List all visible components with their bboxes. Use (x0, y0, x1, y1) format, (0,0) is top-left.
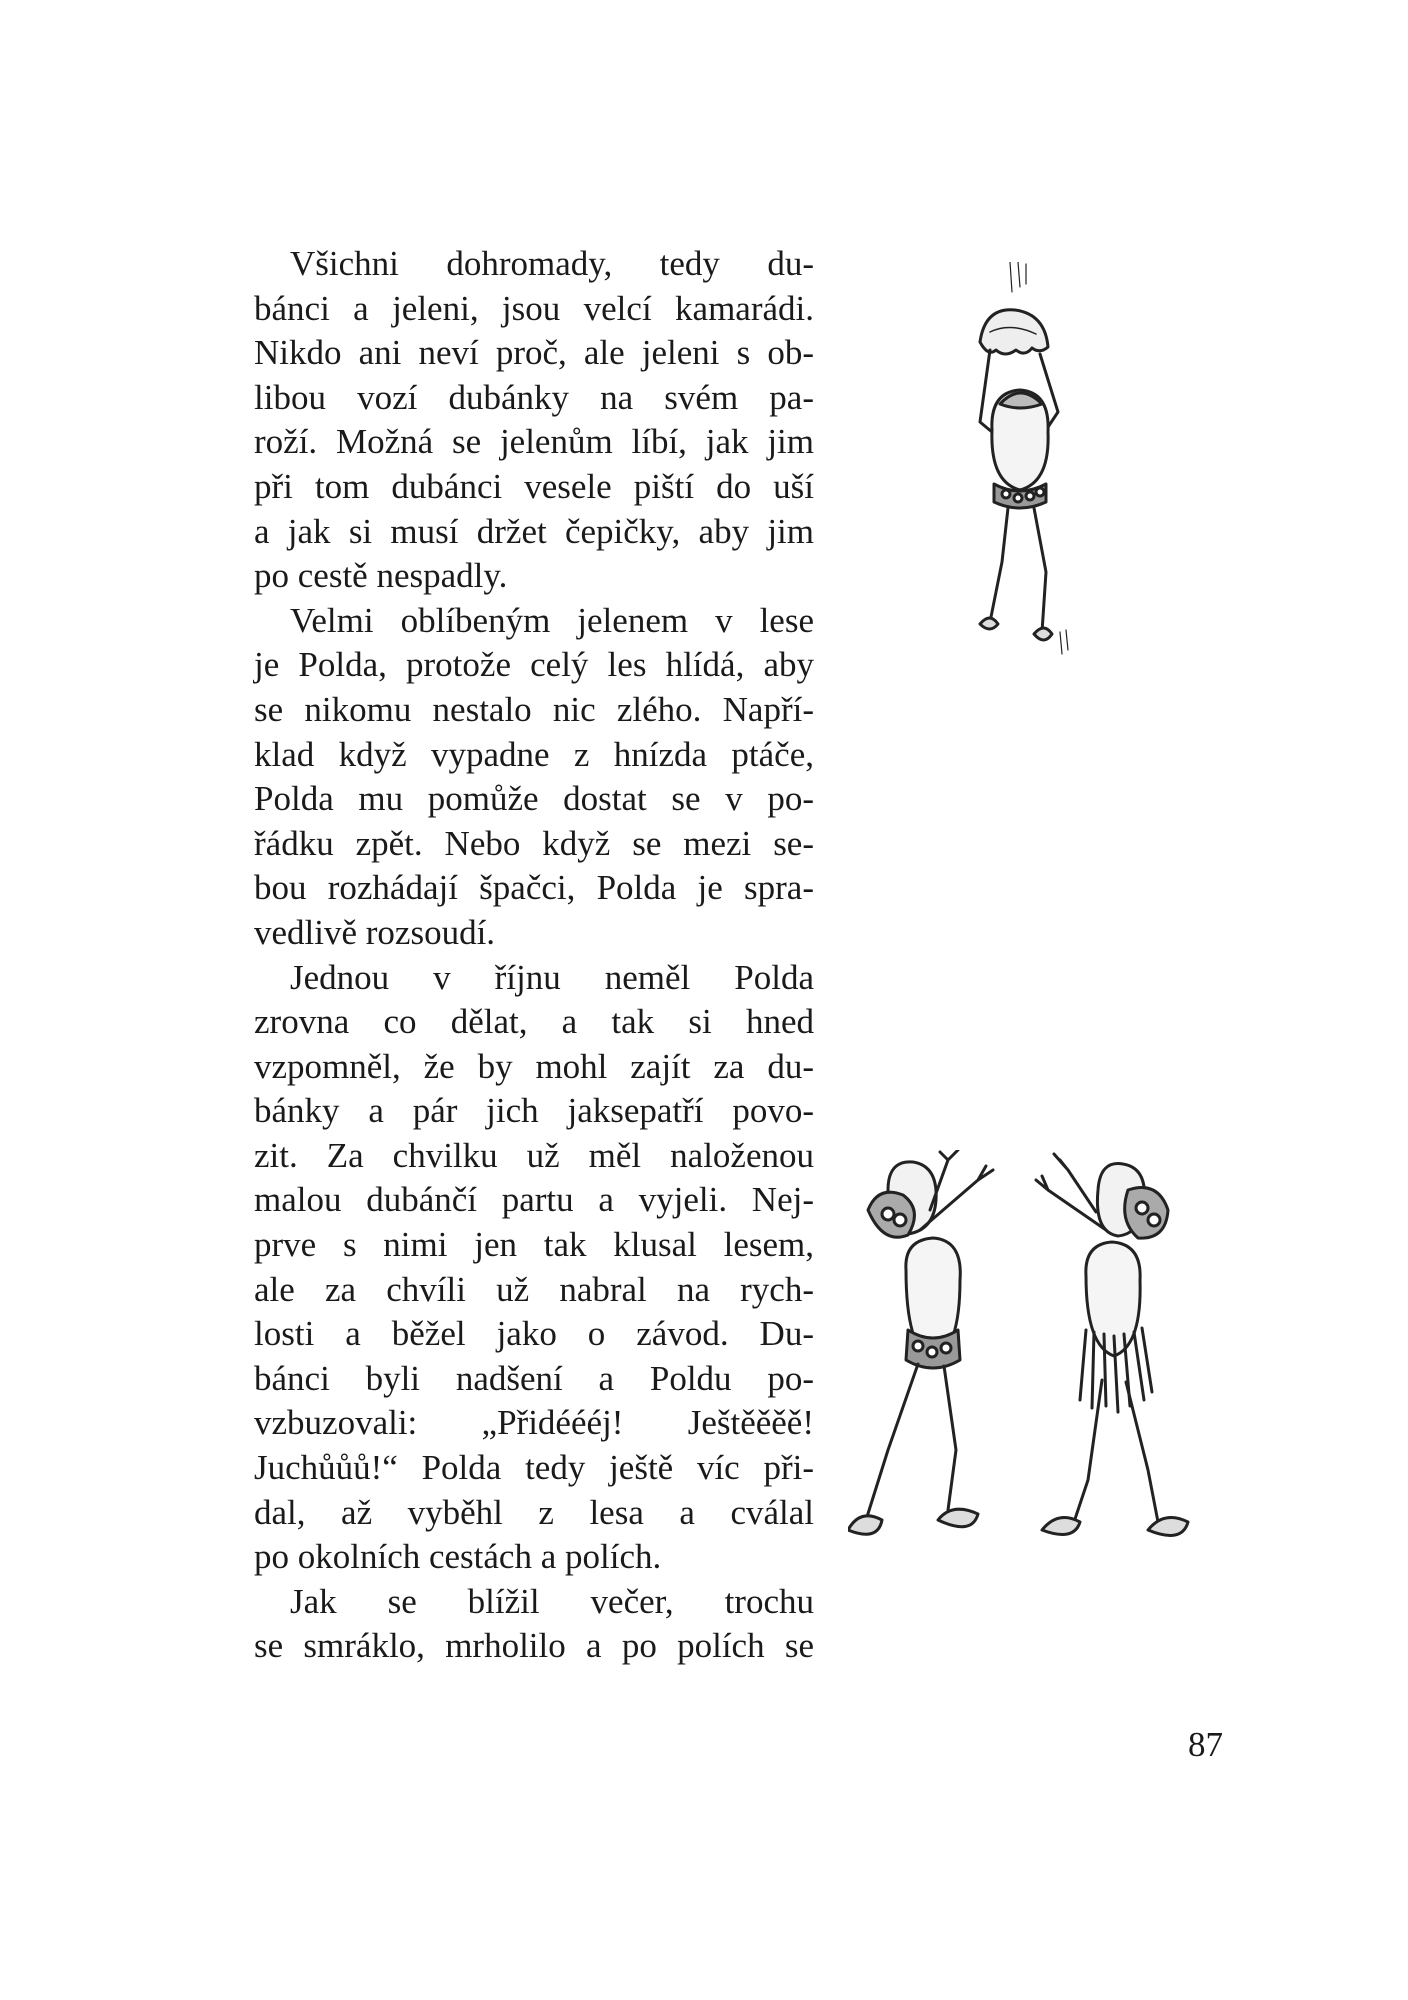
paragraph-line: prve s nimi jen tak klusal lesem, (254, 1225, 814, 1265)
paragraph-line: roží. Možná se jelenům líbí, jak jim (254, 422, 814, 462)
paragraph-line: losti a běžel jako o závod. Du- (254, 1314, 814, 1354)
paragraph-line: řádku zpět. Nebo když se mezi se- (254, 823, 814, 863)
paragraph-line: Nikdo ani neví proč, ale jeleni s ob- (254, 333, 814, 373)
paragraph-line: vzpomněl, že by mohl zajít za du- (254, 1046, 814, 1086)
paragraph-line: Juchůůů!“ Polda tedy ještě víc při- (254, 1448, 814, 1488)
paragraph-line: klad když vypadne z hnízda ptáče, (254, 734, 814, 774)
hanging-acorn-illustration (950, 262, 1100, 672)
paragraph-line: Všichni dohromady, tedy du- (290, 244, 814, 283)
paragraph-line: libou vozí dubánky na svém pa- (254, 377, 814, 417)
paragraph-line: vzbuzovali: „Přidéééj! Ještěěěě! (254, 1403, 814, 1443)
paragraph-line: je Polda, protože celý les hlídá, aby (254, 645, 814, 685)
body-text (254, 242, 814, 1669)
paragraph-line: a jak si musí držet čepičky, aby jim (254, 511, 814, 551)
paragraph-line: Polda mu pomůže dostat se v po- (254, 779, 814, 819)
paragraph-line: Jednou v říjnu neměl Polda (290, 957, 814, 997)
paragraph-line: zrovna co dělat, a tak si hned (254, 1002, 814, 1042)
paragraph-line: Velmi oblíbeným jelenem v lese (290, 600, 814, 640)
paragraph-line: ale za chvíli už nabral na rych- (254, 1269, 814, 1309)
paragraph-line: bánci a jeleni, jsou velcí kamarádi. (254, 288, 814, 328)
page-number: 87 (1188, 1725, 1223, 1764)
paragraph-line: bou rozhádají špačci, Polda je spra- (254, 868, 814, 908)
paragraph-line: bánky a pár jich jaksepatří povo- (254, 1091, 814, 1131)
paragraph-line: malou dubánčí partu a vyjeli. Nej- (254, 1180, 814, 1220)
paragraph-line: po okolních cestách a polích. (254, 1537, 662, 1577)
paragraph-line: bánci byli nadšení a Poldu po- (254, 1358, 814, 1398)
paragraph-line: se smráklo, mrholilo a po polích se (254, 1626, 814, 1666)
dancing-acorns-illustration (848, 1150, 1228, 1580)
paragraph-line: dal, až vyběhl z lesa a cválal (254, 1492, 814, 1532)
paragraph-line: se nikomu nestalo nic zlého. Napří- (254, 689, 814, 729)
paragraph-line: po cestě nespadly. (254, 556, 508, 596)
paragraph-line: vedlivě rozsoudí. (254, 912, 496, 952)
paragraph-line: zit. Za chvilku už měl naloženou (254, 1135, 814, 1175)
paragraph-line: při tom dubánci vesele piští do uší (254, 466, 814, 506)
paragraph-line: Jak se blížil večer, trochu (290, 1581, 814, 1621)
